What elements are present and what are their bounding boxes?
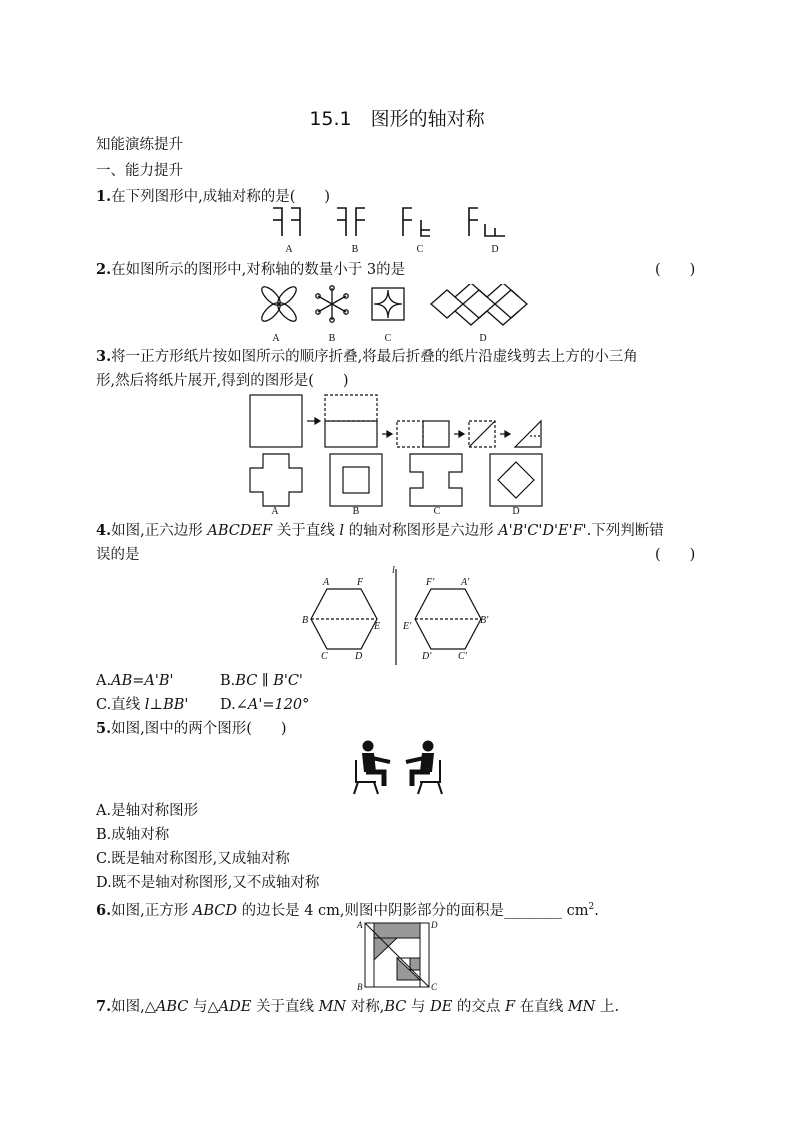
math: l⊥BB' — [144, 697, 189, 713]
label-c: C — [384, 333, 392, 344]
figure-a — [259, 284, 299, 324]
question-number: 7. — [96, 998, 112, 1015]
page-title: 15.1 图形的轴对称 — [309, 108, 485, 130]
question-text: 如图,图中的两个图形( ) — [111, 721, 287, 737]
text: C.直线 — [96, 697, 145, 713]
math: BC — [384, 999, 407, 1015]
q3-figures — [245, 392, 555, 512]
question-2 — [96, 259, 405, 281]
q1-figures — [265, 206, 535, 242]
q6-square-figure — [352, 918, 442, 992]
answer-paren: ( ) — [655, 547, 696, 563]
pt-D: D — [355, 651, 363, 662]
question-text: 将一正方形纸片按如图所示的顺序折叠,将最后折叠的纸片沿虚线剪去上方的小三角 — [111, 349, 638, 365]
text: A. — [96, 673, 112, 689]
answer-d — [490, 454, 542, 506]
unit: cm — [562, 902, 589, 919]
option-b: B.成轴对称 — [96, 827, 170, 843]
pt-Ep: E' — [403, 621, 412, 632]
step-3-folded-part — [397, 421, 423, 447]
pt-l: l — [392, 565, 395, 576]
pt-C: C — [431, 982, 438, 992]
pt-F: F — [357, 577, 364, 588]
question-4-line-1 — [96, 520, 664, 542]
figure-b — [316, 286, 348, 322]
option-a — [96, 670, 173, 692]
answer-c — [410, 454, 462, 506]
left-person — [354, 741, 390, 795]
figure-a — [273, 208, 300, 236]
option-d — [220, 694, 309, 716]
pt-B: B — [302, 615, 309, 626]
superscript: 2 — [588, 902, 595, 912]
q2-figures — [255, 284, 540, 330]
question-4-line-2: 误的是 — [96, 547, 140, 563]
option-b — [220, 670, 303, 692]
question-number: 6. — [96, 901, 112, 919]
answer-a — [250, 454, 302, 506]
text: 与 — [406, 999, 431, 1015]
answer-blank: ________ — [504, 902, 563, 919]
step-1-square — [250, 395, 302, 447]
option-c — [96, 694, 188, 716]
text: 关于直线 — [251, 999, 319, 1015]
text: 的交点 — [452, 999, 506, 1015]
pt-E: E — [374, 621, 381, 632]
option-a: A.是轴对称图形 — [96, 803, 199, 819]
question-text: 在下列图形中,成轴对称的是( ) — [111, 189, 331, 205]
math: F — [505, 999, 516, 1015]
question-text: 在如图所示的图形中,对称轴的数量小于 3的是 — [111, 262, 406, 278]
math: AB=A'B' — [111, 673, 174, 689]
question-3-line-1 — [96, 346, 638, 368]
text: 的边长是 4 cm,则图中阴影部分的面积是 — [236, 902, 505, 919]
question-3-line-2: 形,然后将纸片展开,得到的图形是( ) — [96, 373, 349, 389]
math: ADE — [218, 999, 252, 1015]
question-1 — [96, 186, 330, 208]
pt-Dp: D' — [422, 651, 432, 662]
question-number: 2. — [96, 261, 112, 278]
math: MN — [318, 999, 347, 1015]
option-c: C.既是轴对称图形,又成轴对称 — [96, 851, 290, 867]
pt-A: A — [323, 577, 330, 588]
figure-d — [431, 284, 527, 325]
question-number: 5. — [96, 720, 112, 737]
text: 如图,△ — [111, 999, 156, 1015]
question-number: 1. — [96, 188, 112, 205]
label-b: B — [352, 506, 360, 517]
q4-hexagon-figure — [295, 563, 495, 667]
pt-Cp: C' — [458, 651, 467, 662]
text: 如图,正方形 — [111, 902, 193, 919]
pt-C: C — [321, 651, 328, 662]
pt-Fp: F' — [426, 577, 435, 588]
pt-B: B — [357, 982, 363, 992]
label-d: D — [479, 333, 487, 344]
question-7 — [96, 996, 619, 1018]
label-d: D — [491, 244, 499, 255]
option-d: D.既不是轴对称图形,又不成轴对称 — [96, 875, 320, 891]
math: ABC — [155, 999, 189, 1015]
question-5 — [96, 718, 287, 740]
text: . — [594, 902, 599, 919]
math: A'=120° — [247, 697, 310, 713]
math: MN — [567, 999, 596, 1015]
figure-c — [403, 208, 430, 236]
label-c: C — [433, 506, 441, 517]
label-a: A — [285, 244, 293, 255]
q5-seated-figures — [350, 738, 446, 798]
text: D.∠ — [220, 697, 248, 713]
math-hex1: ABCDEF — [207, 523, 273, 539]
answer-b — [330, 454, 382, 506]
label-b: B — [351, 244, 359, 255]
right-person — [406, 741, 442, 795]
question-6 — [96, 896, 599, 922]
text: 与△ — [188, 999, 219, 1015]
figure-b — [337, 208, 365, 236]
math: DE — [430, 999, 453, 1015]
text: 关于直线 — [272, 523, 340, 539]
figure-d — [469, 208, 505, 236]
text: 如图,正六边形 — [111, 523, 208, 539]
pt-Ap: A' — [461, 577, 470, 588]
math: ABCD — [192, 902, 237, 919]
text: 对称, — [346, 999, 385, 1015]
pt-Bp: B' — [480, 615, 489, 626]
text: B. — [220, 673, 236, 689]
text: 在直线 — [515, 999, 568, 1015]
pt-A: A — [357, 920, 363, 930]
figure-c — [372, 288, 404, 320]
step-2-folded-part — [325, 395, 377, 421]
label-c: C — [416, 244, 424, 255]
question-number: 4. — [96, 522, 112, 539]
section-heading: 知能演练提升 — [96, 137, 183, 153]
label-a: A — [271, 506, 279, 517]
math-hex2: A'B'C'D'E'F' — [498, 523, 587, 539]
pt-D: D — [431, 920, 438, 930]
label-b: B — [328, 333, 336, 344]
text: 上. — [595, 999, 620, 1015]
answer-paren: ( ) — [655, 262, 696, 278]
text: 的轴对称图形是六边形 — [343, 523, 499, 539]
part-heading: 一、能力提升 — [96, 163, 183, 179]
label-a: A — [272, 333, 280, 344]
text: .下列判断错 — [586, 523, 664, 539]
question-number: 3. — [96, 348, 112, 365]
label-d: D — [512, 506, 520, 517]
math: BC ∥ B'C' — [235, 673, 303, 689]
math-l: l — [339, 523, 344, 539]
